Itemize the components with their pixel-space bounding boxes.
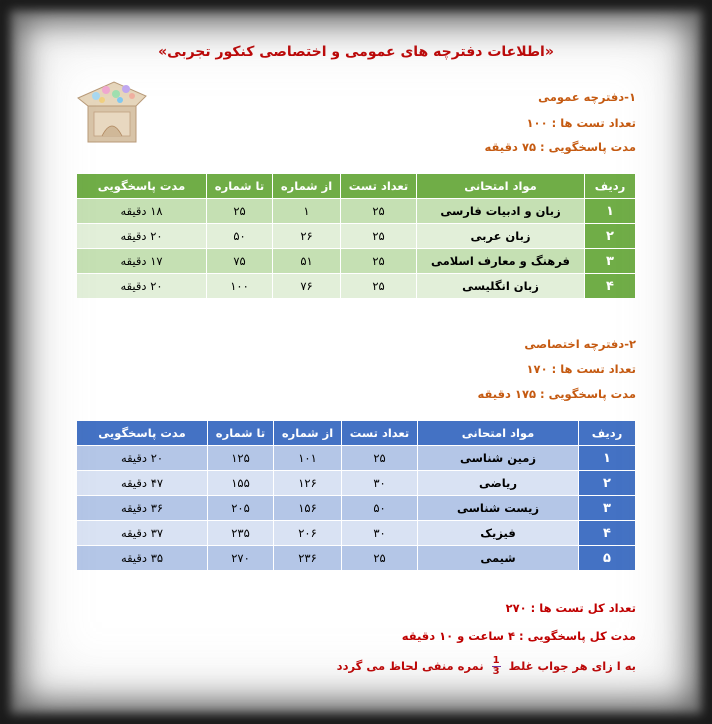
cell-from: ۷۶ bbox=[273, 274, 341, 299]
cell-duration: ۳۵ دقیقه bbox=[77, 546, 208, 571]
cell-from: ۱۰۱ bbox=[274, 446, 342, 471]
cell-duration: ۴۷ دقیقه bbox=[77, 471, 208, 496]
booklet1-heading: ۱-دفترچه عمومی bbox=[538, 90, 636, 104]
cell-subject: ریاضی bbox=[418, 471, 579, 496]
cell-from: ۲۳۶ bbox=[274, 546, 342, 571]
cell-test-count: ۲۵ bbox=[341, 224, 417, 249]
cell-test-count: ۲۵ bbox=[341, 199, 417, 224]
cell-duration: ۲۰ دقیقه bbox=[77, 274, 207, 299]
cell-subject: شیمی bbox=[418, 546, 579, 571]
cell-duration: ۲۰ دقیقه bbox=[77, 446, 208, 471]
cell-test-count: ۲۵ bbox=[342, 446, 418, 471]
cell-subject: فیزیک bbox=[418, 521, 579, 546]
cell-row-no: ۱ bbox=[585, 199, 636, 224]
cell-to: ۲۷۰ bbox=[208, 546, 274, 571]
cell-row-no: ۴ bbox=[579, 521, 636, 546]
header-duration: مدت پاسخگویی bbox=[77, 421, 208, 446]
total-test-count: تعداد کل تست ها : ۲۷۰ bbox=[505, 601, 636, 615]
booklet1-count: تعداد تست ها : ۱۰۰ bbox=[526, 116, 636, 130]
header-from: از شماره bbox=[274, 421, 342, 446]
header-from: از شماره bbox=[273, 174, 341, 199]
header-row-no: ردیف bbox=[585, 174, 636, 199]
fraction-denominator: 3 bbox=[492, 666, 500, 677]
cell-from: ۲۶ bbox=[273, 224, 341, 249]
cell-to: ۲۵ bbox=[207, 199, 273, 224]
cell-to: ۱۵۵ bbox=[208, 471, 274, 496]
cell-test-count: ۳۰ bbox=[342, 521, 418, 546]
header-row-no: ردیف bbox=[579, 421, 636, 446]
cell-row-no: ۳ bbox=[579, 496, 636, 521]
cell-from: ۵۱ bbox=[273, 249, 341, 274]
cell-subject: زبان و ادبیات فارسی bbox=[417, 199, 585, 224]
cell-to: ۵۰ bbox=[207, 224, 273, 249]
header-subject: مواد امتحانی bbox=[418, 421, 579, 446]
cell-from: ۲۰۶ bbox=[274, 521, 342, 546]
cell-from: ۱ bbox=[273, 199, 341, 224]
cell-from: ۱۲۶ bbox=[274, 471, 342, 496]
cell-test-count: ۲۵ bbox=[342, 546, 418, 571]
cell-row-no: ۳ bbox=[585, 249, 636, 274]
header-subject: مواد امتحانی bbox=[417, 174, 585, 199]
cell-to: ۱۲۵ bbox=[208, 446, 274, 471]
cell-subject: زیست شناسی bbox=[418, 496, 579, 521]
cell-duration: ۳۶ دقیقه bbox=[77, 496, 208, 521]
cell-to: ۲۳۵ bbox=[208, 521, 274, 546]
note-text-after: نمره منفی لحاظ می گردد bbox=[336, 659, 484, 673]
cell-duration: ۳۷ دقیقه bbox=[77, 521, 208, 546]
header-test-count: تعداد تست bbox=[342, 421, 418, 446]
cell-row-no: ۲ bbox=[585, 224, 636, 249]
fraction-numerator: 1 bbox=[492, 655, 500, 666]
header-duration: مدت پاسخگویی bbox=[77, 174, 207, 199]
header-test-count: تعداد تست bbox=[341, 174, 417, 199]
cell-duration: ۱۷ دقیقه bbox=[77, 249, 207, 274]
note-text-before: به ا زای هر جواب غلط bbox=[508, 659, 636, 673]
cell-row-no: ۴ bbox=[585, 274, 636, 299]
cell-subject: فرهنگ و معارف اسلامی bbox=[417, 249, 585, 274]
cell-subject: زمین شناسی bbox=[418, 446, 579, 471]
booklet1-duration: مدت پاسخگویی : ۷۵ دقیقه bbox=[484, 140, 636, 154]
cell-to: ۲۰۵ bbox=[208, 496, 274, 521]
header-to: تا شماره bbox=[207, 174, 273, 199]
cell-to: ۱۰۰ bbox=[207, 274, 273, 299]
booklet2-count: تعداد تست ها : ۱۷۰ bbox=[526, 362, 636, 376]
cell-subject: زبان عربی bbox=[417, 224, 585, 249]
cell-row-no: ۵ bbox=[579, 546, 636, 571]
cell-subject: زبان انگلیسی bbox=[417, 274, 585, 299]
cell-duration: ۲۰ دقیقه bbox=[77, 224, 207, 249]
cell-from: ۱۵۶ bbox=[274, 496, 342, 521]
cell-test-count: ۲۵ bbox=[341, 274, 417, 299]
cell-test-count: ۳۰ bbox=[342, 471, 418, 496]
cell-row-no: ۲ bbox=[579, 471, 636, 496]
cell-test-count: ۲۵ bbox=[341, 249, 417, 274]
total-duration: مدت کل پاسخگویی : ۴ ساعت و ۱۰ دقیقه bbox=[401, 629, 636, 643]
booklet2-duration: مدت پاسخگویی : ۱۷۵ دقیقه bbox=[477, 387, 636, 401]
cell-duration: ۱۸ دقیقه bbox=[77, 199, 207, 224]
cell-test-count: ۵۰ bbox=[342, 496, 418, 521]
cell-to: ۷۵ bbox=[207, 249, 273, 274]
header-to: تا شماره bbox=[208, 421, 274, 446]
cell-row-no: ۱ bbox=[579, 446, 636, 471]
document-title: «اطلاعات دفترچه های عمومی و اختصاصی کنکور تجربی» bbox=[158, 44, 554, 60]
booklet2-heading: ۲-دفترچه اختصاصی bbox=[524, 337, 636, 351]
